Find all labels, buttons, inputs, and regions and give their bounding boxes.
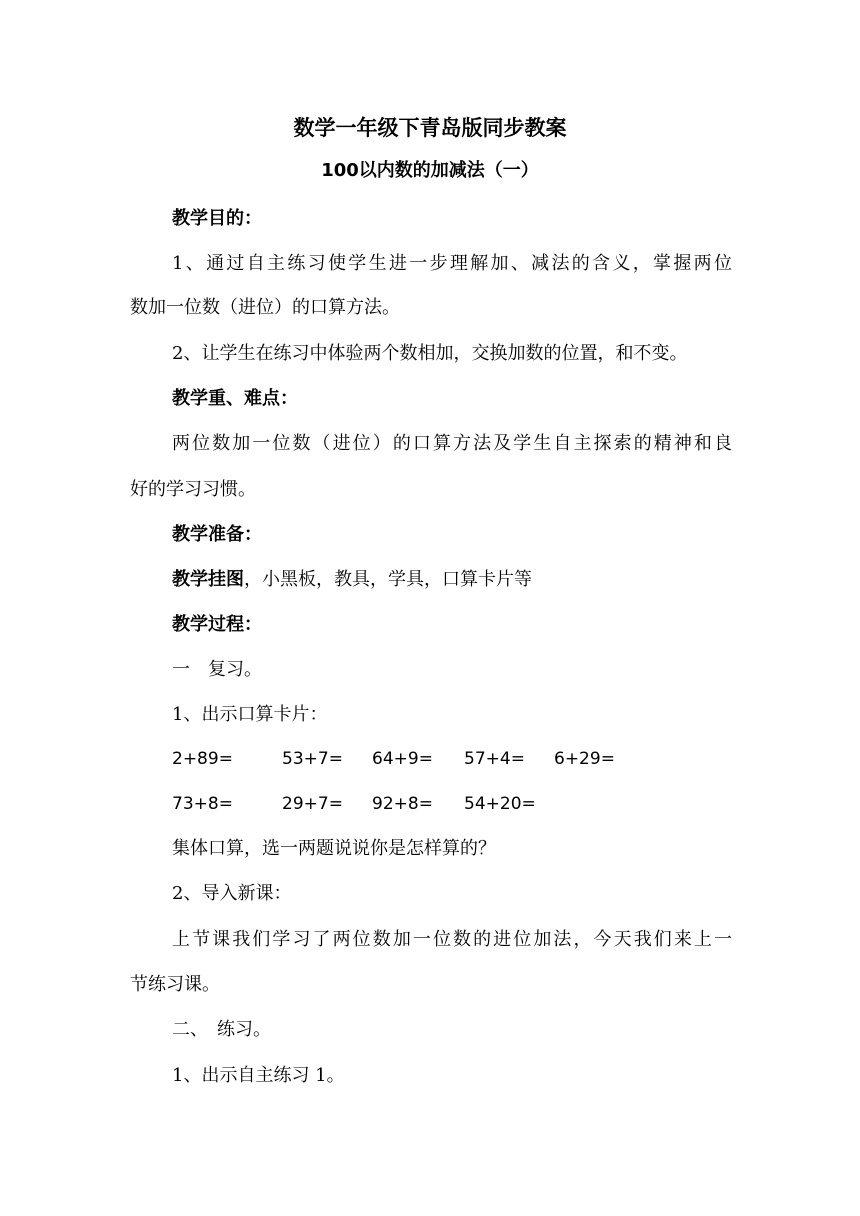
review-item-2: 2、导入新课：: [172, 883, 292, 904]
document-subtitle: 100以内数的加减法（一）: [321, 160, 539, 181]
calc-item: 92+8=: [372, 794, 433, 814]
calc-item: 53+7=: [282, 749, 343, 769]
calc-item: 64+9=: [372, 749, 433, 769]
calc-item: 6+29=: [554, 749, 615, 769]
calc-row-1: [0, 745, 860, 773]
intro-line2: 节练习课。: [130, 974, 220, 995]
prep-rest-text: ，小黑板，教具，学具，口算卡片等: [244, 569, 532, 590]
key-heading: 教学重、难点：: [172, 388, 298, 409]
calc-item: 57+4=: [464, 749, 525, 769]
process-heading: 教学过程：: [172, 614, 262, 635]
intro-line1: 上节课我们学习了两位数加一位数的进位加法，今天我们来上一: [172, 929, 732, 950]
prep-line: [172, 566, 732, 594]
calc-item: 54+20=: [464, 794, 536, 814]
review-title: 一 复习。: [172, 659, 262, 680]
goal-1-line2: 数加一位数（进位）的口算方法。: [130, 297, 400, 318]
goal-2: 2、让学生在练习中体验两个数相加，交换加数的位置，和不变。: [172, 343, 688, 364]
practice-title: 二、 练习。: [172, 1019, 271, 1040]
key-line2: 好的学习习惯。: [130, 479, 256, 500]
goal-heading: 教学目的：: [172, 208, 262, 229]
calc-item: 29+7=: [282, 794, 343, 814]
document-title: 数学一年级下青岛版同步教案: [293, 116, 567, 140]
goal-1-line1: 1、通过自主练习使学生进一步理解加、减法的含义，掌握两位: [172, 253, 732, 274]
calc-row-2: [0, 790, 860, 818]
review-item-1: 1、出示口算卡片：: [172, 704, 328, 725]
key-line1: 两位数加一位数（进位）的口算方法及学生自主探索的精神和良: [172, 433, 732, 454]
calc-item: 73+8=: [172, 794, 233, 814]
calc-item: 2+89=: [172, 749, 233, 769]
review-note: 集体口算，选一两题说说你是怎样算的？: [172, 838, 496, 859]
prep-bold-text: 教学挂图: [172, 569, 244, 590]
prep-heading: 教学准备：: [172, 524, 262, 545]
practice-item-1: 1、出示自主练习 1。: [172, 1065, 345, 1086]
